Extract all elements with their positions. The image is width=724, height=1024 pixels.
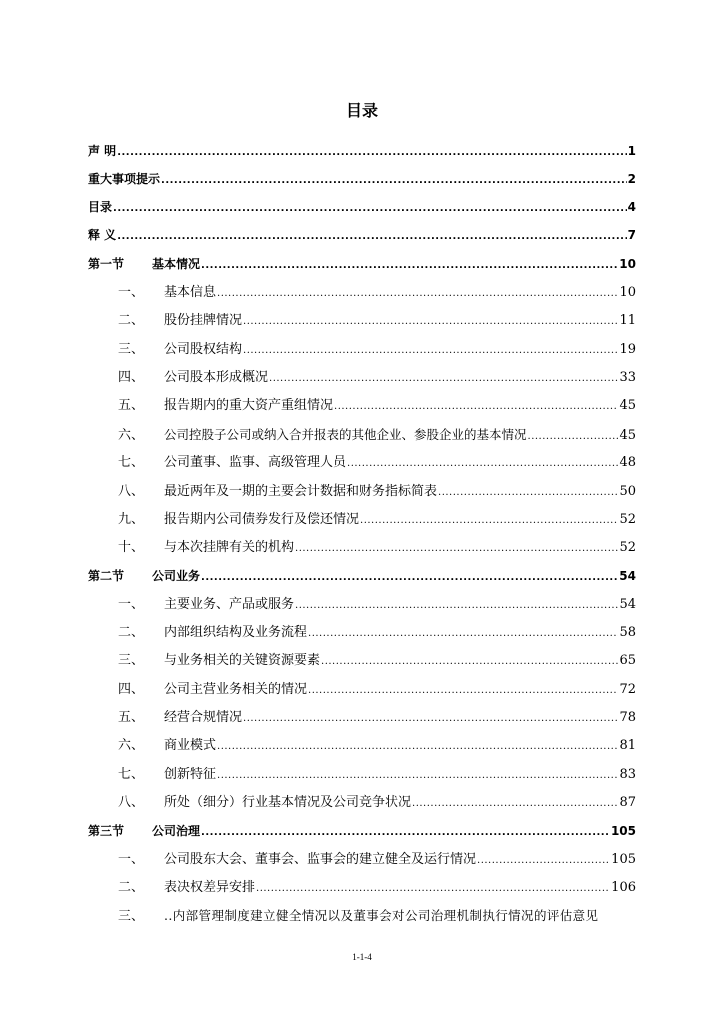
toc-page: 78: [619, 710, 636, 725]
toc-section-1[interactable]: [88, 254, 636, 274]
toc-leader: [528, 427, 619, 447]
section-label: 公司治理: [152, 824, 201, 838]
toc-page: 65: [619, 653, 636, 668]
item-number: 九、: [118, 512, 145, 527]
toc-leader: [308, 624, 618, 644]
toc-leader: [117, 143, 626, 163]
toc-leader: [295, 596, 618, 616]
toc-entry-contents[interactable]: [88, 197, 636, 217]
toc-page: 10: [619, 257, 636, 271]
toc-page: 54: [619, 597, 636, 612]
item-label: 与本次挂牌有关的机构: [164, 540, 295, 555]
toc-page: 81: [619, 738, 636, 753]
item-number: 一、: [118, 597, 145, 612]
toc-leader: [347, 454, 618, 474]
item-label: 主要业务、产品或服务: [164, 597, 295, 612]
toc-section-3[interactable]: [88, 821, 636, 841]
item-label: 与业务相关的关键资源要素: [164, 653, 321, 668]
toc-label: 声 明: [88, 144, 117, 158]
toc-label: 目录: [88, 200, 113, 214]
toc-page: 7: [627, 228, 636, 242]
section-label: 基本情况: [152, 257, 201, 271]
toc-leader: [256, 879, 610, 899]
toc-item[interactable]: [118, 651, 636, 671]
toc-page: 1: [627, 144, 636, 158]
toc-page: 19: [619, 342, 636, 357]
toc-page: 52: [619, 540, 636, 555]
item-label: 内部组织结构及业务流程: [164, 625, 308, 640]
toc-entry-definitions[interactable]: [88, 225, 636, 245]
toc-leader: [217, 737, 618, 757]
section-number: 第一节: [88, 257, 125, 271]
toc-leader: [243, 341, 618, 361]
item-number: 四、: [118, 682, 145, 697]
toc-leader: [334, 397, 618, 417]
item-label: 公司董事、监事、高级管理人员: [164, 455, 347, 470]
toc-item[interactable]: [118, 396, 636, 416]
item-number: 八、: [118, 484, 145, 499]
toc-page: 10: [619, 285, 636, 300]
item-number: 二、: [118, 880, 145, 895]
item-number: 六、: [118, 428, 145, 443]
toc-item[interactable]: [118, 765, 636, 785]
item-label: 公司主营业务相关的情况: [164, 682, 308, 697]
toc-page: 72: [619, 682, 636, 697]
toc-page: 50: [619, 484, 636, 499]
item-number: 三、: [118, 653, 145, 668]
toc-item[interactable]: [118, 453, 636, 473]
toc-leader: [117, 227, 626, 247]
toc-leader: [217, 284, 618, 304]
toc-item[interactable]: [118, 425, 636, 445]
item-number: 四、: [118, 370, 145, 385]
item-label: 表决权差异安排: [164, 880, 256, 895]
item-number: 五、: [118, 398, 145, 413]
toc-leader: [217, 766, 618, 786]
toc-entry-major-notice[interactable]: [88, 169, 636, 189]
item-number: 七、: [118, 767, 145, 782]
item-number: 八、: [118, 795, 145, 810]
toc-page: 83: [619, 767, 636, 782]
item-label: 经营合规情况: [164, 710, 243, 725]
item-label: 创新特征: [164, 767, 217, 782]
item-label: 商业模式: [164, 738, 217, 753]
item-number: 五、: [118, 710, 145, 725]
toc-item[interactable]: [118, 623, 636, 643]
toc-item[interactable]: [118, 482, 636, 502]
item-number: 三、: [118, 342, 145, 357]
toc-entry-statement[interactable]: [88, 141, 636, 161]
item-number: 一、: [118, 852, 145, 867]
toc-leader: [161, 171, 627, 191]
toc-leader: [412, 794, 618, 814]
item-number: 十、: [118, 540, 145, 555]
toc-page: 45: [619, 428, 636, 443]
toc-label: 释 义: [88, 228, 117, 242]
item-label: 公司股权结构: [164, 342, 243, 357]
toc-item[interactable]: [118, 878, 636, 898]
item-label: ..内部管理制度建立健全情况以及董事会对公司治理机制执行情况的评估意见: [164, 908, 599, 923]
toc-leader: [321, 652, 618, 672]
item-label: 所处（细分）行业基本情况及公司竞争状况: [164, 795, 412, 810]
item-label: 最近两年及一期的主要会计数据和财务指标简表: [164, 484, 438, 499]
toc-page: 45: [619, 398, 636, 413]
toc-leader: [295, 539, 618, 559]
toc-leader: [269, 369, 618, 389]
item-label: 公司股东大会、董事会、监事会的建立健全及运行情况: [164, 852, 477, 867]
toc-item[interactable]: [118, 340, 636, 360]
toc-page: 54: [619, 569, 636, 583]
toc-item[interactable]: [118, 736, 636, 756]
toc-page: 105: [610, 824, 636, 838]
toc-item[interactable]: [118, 708, 636, 728]
section-number: 第二节: [88, 569, 125, 583]
item-label: 公司控股子公司或纳入合并报表的其他企业、参股企业的基本情况: [164, 427, 527, 442]
toc-section-2[interactable]: [88, 566, 636, 586]
toc-leader: [308, 681, 618, 701]
toc-item[interactable]: [118, 906, 636, 926]
item-number: 七、: [118, 455, 145, 470]
toc-leader: [243, 709, 618, 729]
item-number: 二、: [118, 625, 145, 640]
toc-page: 106: [611, 880, 636, 895]
toc-page: 33: [619, 370, 636, 385]
toc-item[interactable]: [118, 368, 636, 388]
toc-item[interactable]: [118, 538, 636, 558]
toc-leader: [243, 312, 618, 332]
toc-page: 2: [627, 172, 636, 186]
toc-item[interactable]: [118, 595, 636, 615]
toc-leader: [201, 568, 618, 588]
toc-item[interactable]: [118, 850, 636, 870]
item-number: 三、: [118, 909, 145, 924]
toc-page: 4: [627, 200, 636, 214]
toc-leader: [201, 823, 610, 843]
item-label: 股份挂牌情况: [164, 313, 243, 328]
toc-item[interactable]: [118, 793, 636, 813]
item-label: 公司股本形成概况: [164, 370, 269, 385]
toc-item[interactable]: [118, 680, 636, 700]
page-footer: 1-1-4: [352, 952, 372, 962]
item-number: 一、: [118, 285, 145, 300]
page-title: 目录: [345, 101, 378, 120]
toc-page: 52: [619, 512, 636, 527]
item-number: 二、: [118, 313, 145, 328]
toc-page: 105: [611, 852, 636, 867]
toc-item[interactable]: [118, 311, 636, 331]
item-number: 六、: [118, 738, 145, 753]
item-label: 基本信息: [164, 285, 217, 300]
toc-leader: [438, 483, 618, 503]
toc-item[interactable]: [118, 283, 636, 303]
toc-item[interactable]: [118, 510, 636, 530]
item-label: 报告期内公司债券发行及偿还情况: [164, 512, 360, 527]
toc-page: 48: [619, 455, 636, 470]
toc-label: 重大事项提示: [88, 172, 161, 186]
toc-leader: [477, 851, 610, 871]
toc-page: 11: [619, 313, 636, 328]
section-number: 第三节: [88, 824, 125, 838]
toc-page: 87: [619, 795, 636, 810]
toc-leader: [201, 256, 618, 276]
toc-leader: [113, 199, 627, 219]
item-label: 报告期内的重大资产重组情况: [164, 398, 334, 413]
section-label: 公司业务: [152, 569, 201, 583]
toc-leader: [360, 511, 618, 531]
toc-page: 58: [619, 625, 636, 640]
